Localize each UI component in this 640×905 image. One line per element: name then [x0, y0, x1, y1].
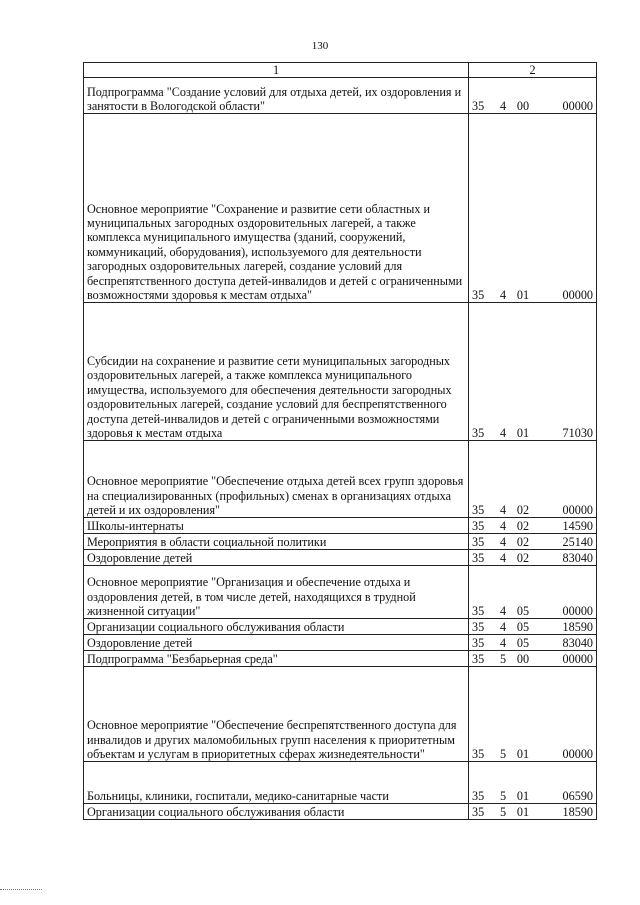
row-code	[469, 534, 597, 550]
row-name: Школы-интернаты	[84, 518, 469, 534]
row-name: Субсидии на сохранение и развитие сети муниципальных загородных оздоровительных лагерей, а также комплекса муниципального имущества, используемого для обеспечения деятельности загородных оздоровительных лагерей, создание условий для беспрепятственного доступа детей-инвалидов и детей с ограниченными возможностями здоровья к местам отдыха	[84, 303, 469, 441]
code-activity: 02	[516, 551, 530, 565]
table-row	[84, 114, 597, 303]
row-code	[469, 651, 597, 667]
code-program: 35	[472, 288, 485, 302]
code-activity: 00	[516, 99, 530, 113]
column-header-name: 1	[84, 63, 469, 78]
code-activity: 05	[516, 604, 530, 618]
row-code	[469, 441, 597, 518]
code-direction: 18590	[562, 805, 593, 819]
table-row	[84, 303, 597, 441]
code-direction: 00000	[562, 288, 593, 302]
budget-classification-table	[83, 62, 597, 820]
code-direction: 71030	[562, 426, 593, 440]
table-row	[84, 550, 597, 566]
row-name: Подпрограмма "Создание условий для отдыха детей, их оздоровления и занятости в Вологодской области"	[84, 78, 469, 114]
table-row	[84, 534, 597, 550]
table-header-row	[84, 63, 597, 78]
code-subprogram: 5	[499, 652, 507, 666]
code-program: 35	[472, 604, 485, 618]
row-code	[469, 518, 597, 534]
code-subprogram: 5	[499, 805, 507, 819]
code-activity: 01	[516, 805, 530, 819]
code-subprogram: 4	[499, 99, 507, 113]
code-program: 35	[472, 620, 485, 634]
code-subprogram: 4	[499, 426, 507, 440]
table-row	[84, 762, 597, 804]
code-activity: 01	[516, 789, 530, 803]
margin-dotted-line	[0, 889, 42, 890]
code-program: 35	[472, 652, 485, 666]
code-direction: 06590	[562, 789, 593, 803]
row-name: Организации социального обслуживания области	[84, 619, 469, 635]
table-row	[84, 619, 597, 635]
row-code	[469, 667, 597, 762]
row-code	[469, 619, 597, 635]
row-code	[469, 303, 597, 441]
table-row	[84, 667, 597, 762]
code-program: 35	[472, 551, 485, 565]
table-row	[84, 78, 597, 114]
row-name: Основное мероприятие "Сохранение и развитие сети областных и муниципальных загородных оздоровительных лагерей, а также комплекса муниципального имущества (зданий, сооружений, коммуникаций, оборудования), используемого для деятельности загородных оздоровительных лагерей, создание условий для беспрепятственного доступа детей-инвалидов и детей с ограниченными возможностями здоровья к местам отдыха"	[84, 114, 469, 303]
row-name: Оздоровление детей	[84, 550, 469, 566]
code-direction: 00000	[562, 99, 593, 113]
code-direction: 83040	[562, 551, 593, 565]
row-code	[469, 762, 597, 804]
row-code	[469, 550, 597, 566]
code-activity: 00	[516, 652, 530, 666]
code-program: 35	[472, 99, 485, 113]
table-row	[84, 804, 597, 820]
code-subprogram: 4	[499, 620, 507, 634]
table-row	[84, 441, 597, 518]
code-program: 35	[472, 535, 485, 549]
code-activity: 05	[516, 620, 530, 634]
code-activity: 01	[516, 288, 530, 302]
code-direction: 83040	[562, 636, 593, 650]
code-direction: 00000	[562, 503, 593, 517]
code-subprogram: 5	[499, 789, 507, 803]
code-activity: 02	[516, 519, 530, 533]
table-row	[84, 566, 597, 619]
code-activity: 05	[516, 636, 530, 650]
row-code	[469, 635, 597, 651]
code-program: 35	[472, 636, 485, 650]
code-direction: 00000	[562, 604, 593, 618]
code-program: 35	[472, 426, 485, 440]
code-program: 35	[472, 747, 485, 761]
code-program: 35	[472, 789, 485, 803]
code-direction: 00000	[562, 747, 593, 761]
code-activity: 02	[516, 503, 530, 517]
code-subprogram: 4	[499, 535, 507, 549]
code-direction: 25140	[562, 535, 593, 549]
code-subprogram: 5	[499, 747, 507, 761]
row-code	[469, 114, 597, 303]
page-number: 130	[311, 40, 329, 52]
row-code	[469, 566, 597, 619]
code-direction: 14590	[562, 519, 593, 533]
table-row	[84, 635, 597, 651]
code-subprogram: 4	[499, 551, 507, 565]
row-name: Оздоровление детей	[84, 635, 469, 651]
row-name: Основное мероприятие "Обеспечение беспрепятственного доступа для инвалидов и других маломобильных групп населения к приоритетным объектам и услугам в приоритетных сферах жизнедеятельности"	[84, 667, 469, 762]
code-activity: 01	[516, 426, 530, 440]
code-subprogram: 4	[499, 288, 507, 302]
code-activity: 02	[516, 535, 530, 549]
code-activity: 01	[516, 747, 530, 761]
row-name: Организации социального обслуживания области	[84, 804, 469, 820]
row-name: Мероприятия в области социальной политики	[84, 534, 469, 550]
row-code	[469, 78, 597, 114]
code-subprogram: 4	[499, 636, 507, 650]
table-row	[84, 518, 597, 534]
code-subprogram: 4	[499, 519, 507, 533]
row-name: Основное мероприятие "Организация и обеспечение отдыха и оздоровления детей, в том числе детей, находящихся в трудной жизненной ситуации"	[84, 566, 469, 619]
row-name: Основное мероприятие "Обеспечение отдыха детей всех групп здоровья на специализированных (профильных) сменах в организациях отдыха детей и их оздоровления"	[84, 441, 469, 518]
row-name: Подпрограмма "Безбарьерная среда"	[84, 651, 469, 667]
code-direction: 00000	[562, 652, 593, 666]
code-direction: 18590	[562, 620, 593, 634]
code-program: 35	[472, 519, 485, 533]
row-code	[469, 804, 597, 820]
code-program: 35	[472, 503, 485, 517]
column-header-code: 2	[469, 63, 597, 78]
code-subprogram: 4	[499, 503, 507, 517]
row-name: Больницы, клиники, госпитали, медико-санитарные части	[84, 762, 469, 804]
table-row	[84, 651, 597, 667]
code-program: 35	[472, 805, 485, 819]
code-subprogram: 4	[499, 604, 507, 618]
